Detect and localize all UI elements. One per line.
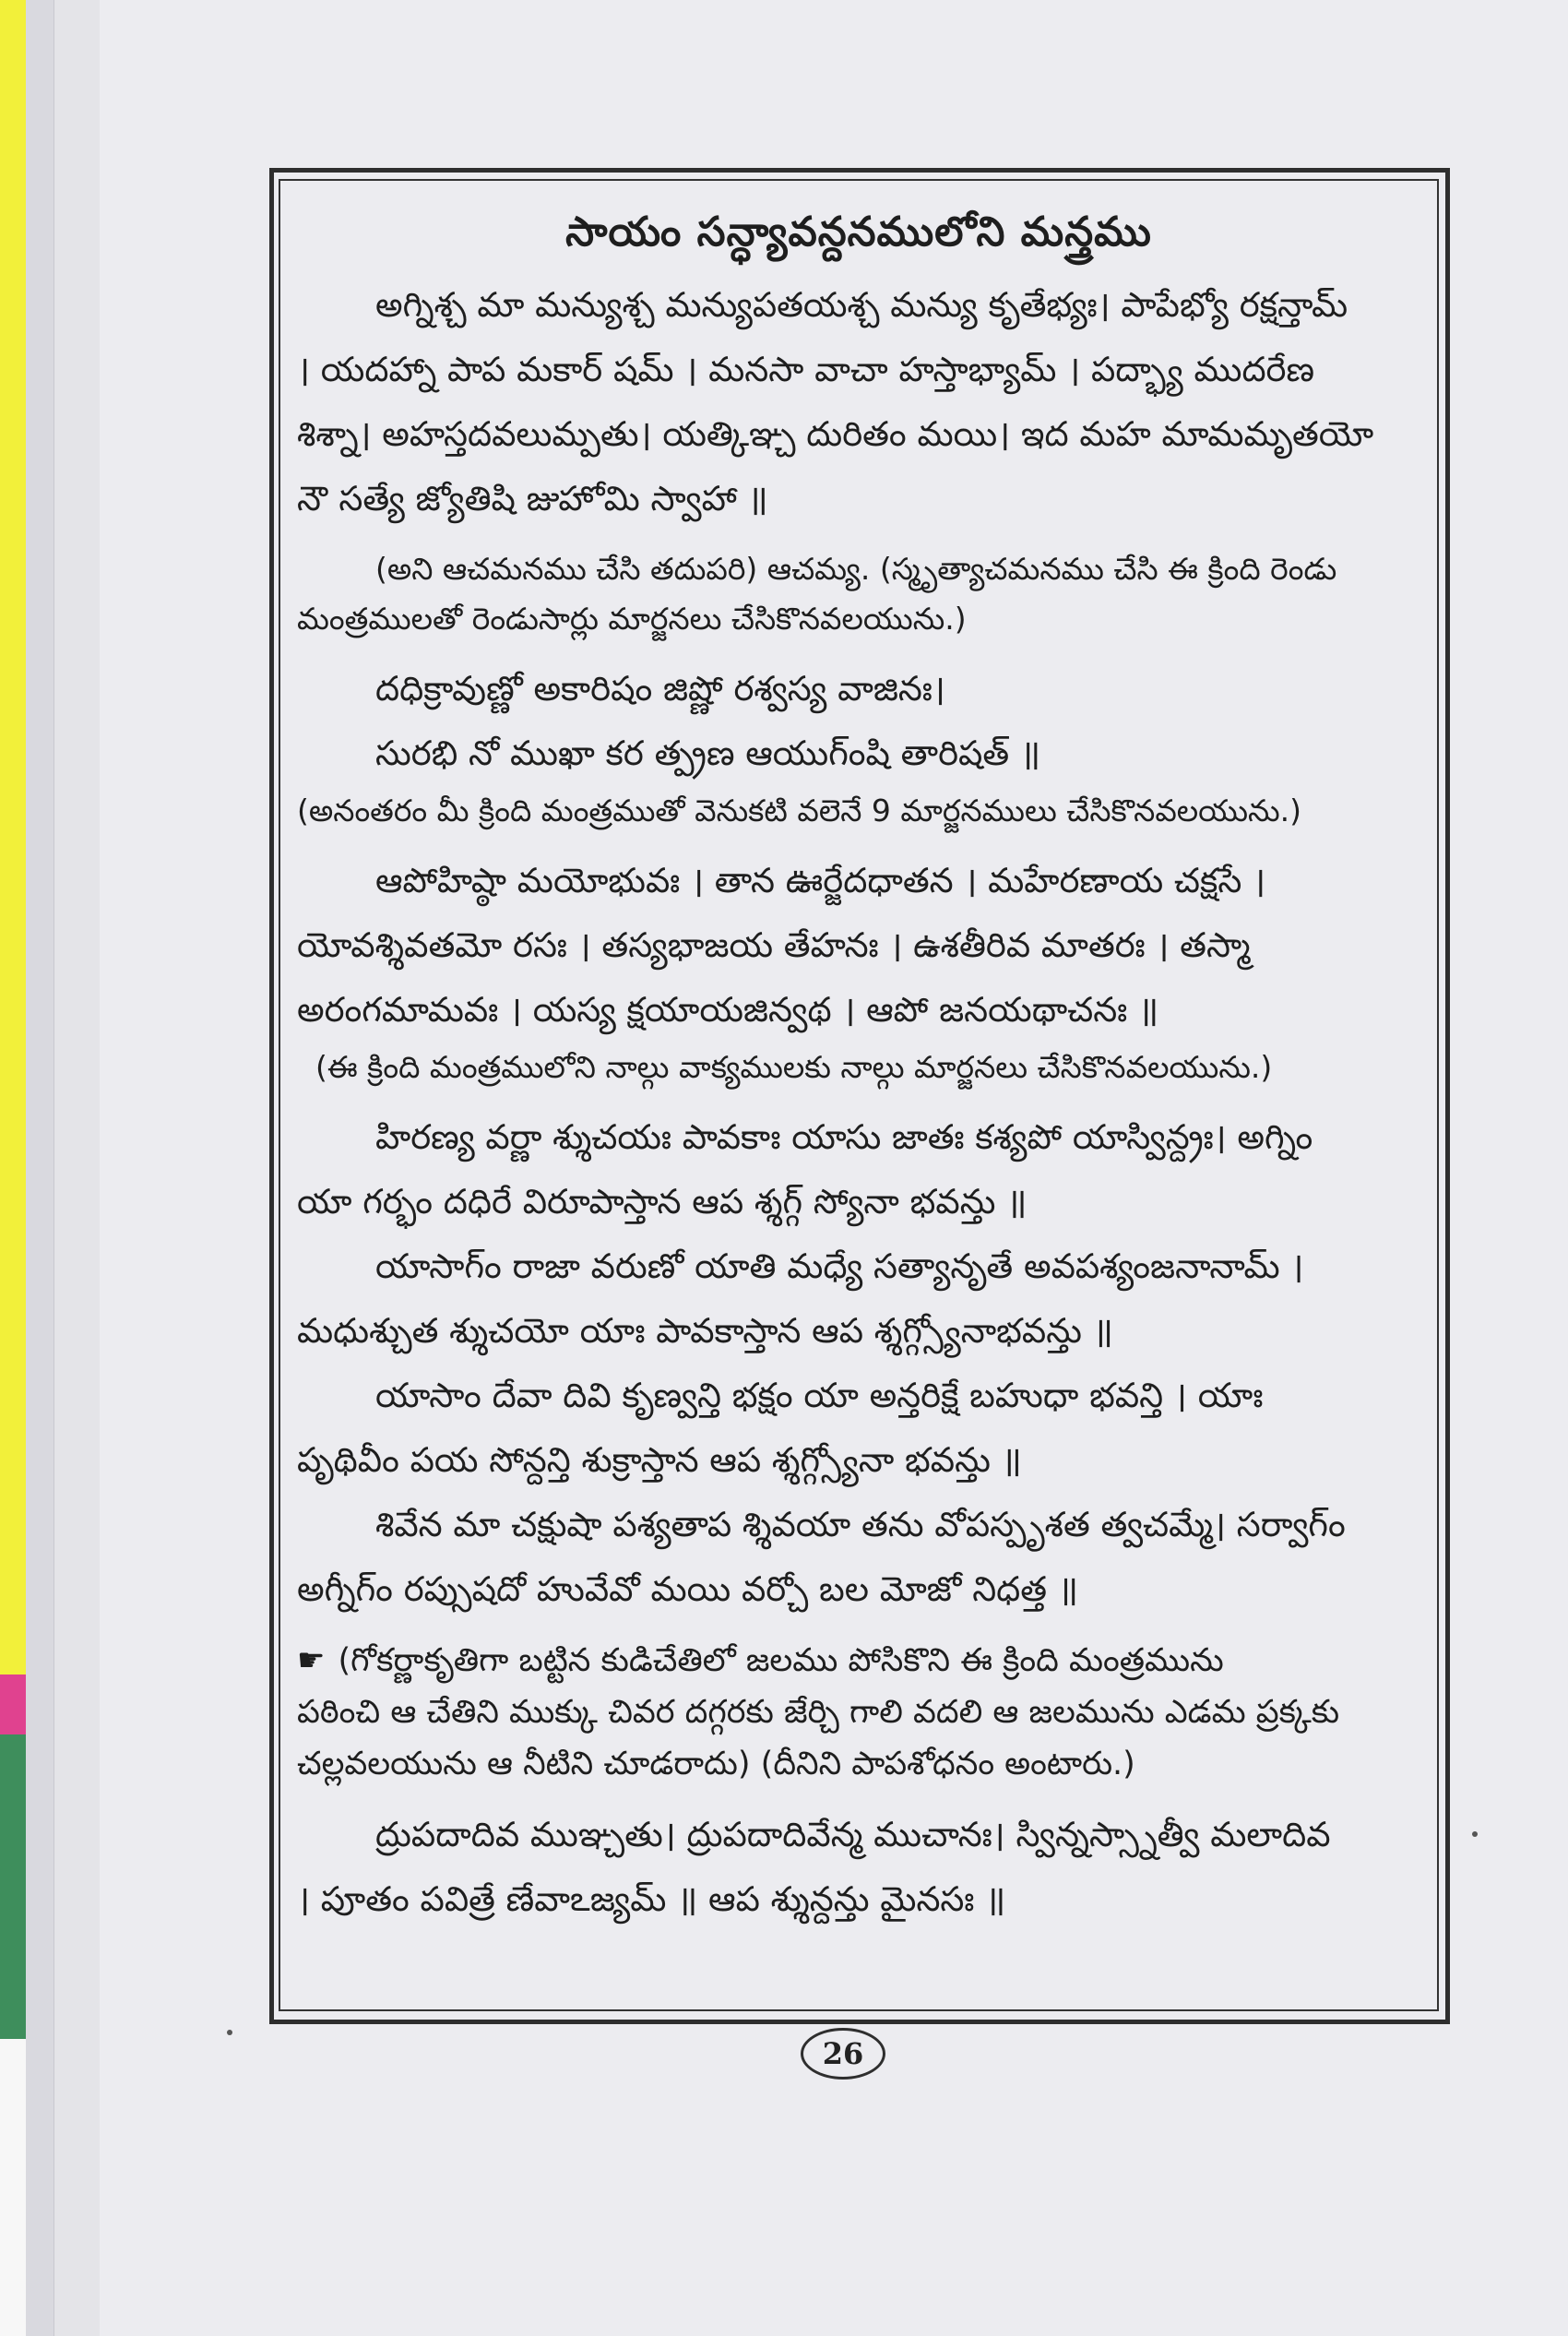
mantra-line: యాసాం దేవా దివి కృణ్వన్తి భక్షం యా అన్తరిక్షే బహుధా భవన్తి । యాః [375, 1376, 1264, 1415]
mantra-block-4 [297, 1105, 1420, 1234]
instruction-note-1 [297, 544, 1420, 644]
note-line: (గోకర్ణాకృతిగా బట్టిన కుడిచేతిలో జలము పోసికొని ఈ క్రింది మంత్రమును [338, 1642, 1224, 1679]
note-line: పఠించి ఆ చేతిని ముక్కు చివర దగ్గరకు జేర్చి గాలి వదలి ఆ జలమును ఎడమ ప్రక్కకు [297, 1694, 1340, 1731]
mantra-line: । యదహ్నా పాప మకార్ షమ్ । మనసా వాచా హస్తాభ్యామ్ । పద్భ్యా ముదరేణ [297, 350, 1315, 389]
mantra-line: యా గర్భం దధిరే విరూపాస్తాన ఆప శ్శగ్గ్ స్యోనా భవన్తు ॥ [297, 1182, 1028, 1222]
pointing-hand-icon: ☛ [297, 1642, 326, 1679]
mantra-line: హిరణ్య వర్ణా శ్శుచయః పావకాః యాసు జాతః కశ్యపో యాస్విన్ద్రః। అగ్నిం [375, 1117, 1313, 1157]
mantra-line: పృథివీం పయ సోన్దన్తి శుక్రాస్తాన ఆప శ్శగ్గ్స్యోనా భవన్తు ॥ [297, 1440, 1022, 1480]
note-line: (ఈ క్రింది మంత్రములోని నాల్గు వాక్యములకు నాల్గు మార్జనలు చేసికొనవలయును.) [315, 1049, 1273, 1085]
instruction-note-4 [297, 1635, 1420, 1790]
mantra-line: శిశ్నా। అహస్తదవలుమ్పతు। యత్కిఞ్చ దురితం మయి। ఇద మహ మామమృతయో [297, 414, 1374, 454]
mantra-line: దధిక్రావుణ్ణో అకారిషం జిష్ణో రశ్వస్య వాజినః। [375, 669, 945, 709]
mantra-block-3 [297, 849, 1420, 1043]
mantra-line: యోవశ్శివతమో రసః । తస్యభాజయ తేహనః । ఉశతీరివ మాతరః । తస్మా [297, 925, 1251, 965]
mantra-block-6 [297, 1364, 1420, 1493]
instruction-note-2 [297, 786, 1420, 836]
speck [1472, 1831, 1478, 1837]
mantra-block-5 [297, 1234, 1420, 1364]
mantra-line: మధుశ్చుత శ్శుచయో యాః పావకాస్తాన ఆప శ్శగ్గ్స్యోనాభవన్తు ॥ [297, 1311, 1113, 1351]
mantra-line: ద్రుపదాదివ ముఞ్చతు। ద్రుపదాదివేన్మ ముచానః। స్విన్నస్స్నాత్వీ మలాదివ [375, 1815, 1331, 1854]
mantra-line: । పూతం పవిత్రే ణేవాఽజ్యమ్ ॥ ఆప శ్శున్దన్తు మైనసః ॥ [297, 1879, 1006, 1919]
note-line: (అనంతరం మీ క్రింది మంత్రముతో వెనుకటి వలెనే 9 మార్జనములు చేసికొనవలయును.) [297, 793, 1301, 828]
page-edge-green [0, 1734, 26, 2039]
mantra-block-1 [297, 273, 1420, 531]
mantra-line: సురభి నో ముఖా కర త్ప్రణ ఆయుగ్ంషి తారిషత్ ॥ [375, 733, 1041, 773]
mantra-line: ఆపోహిష్ఠా మయోభువః । తాన ఊర్జేదధాతన । మహేరణాయ చక్షసే । [375, 861, 1266, 900]
page-stack-shadow [26, 0, 53, 2336]
note-line: (అని ఆచమనము చేసి తదుపరి) ఆచమ్య. (స్మృత్యాచమనము చేసి ఈ క్రింది రెండు [375, 551, 1337, 587]
page-number: 26 [801, 2028, 885, 2080]
page-edge-magenta [0, 1675, 26, 1734]
mantra-line: నౌ సత్యే జ్యోతిషి జుహోమి స్వాహా ॥ [297, 479, 768, 518]
instruction-note-3 [297, 1043, 1420, 1092]
text-frame [279, 179, 1439, 2011]
mantra-block-8 [297, 1803, 1420, 1932]
page-title: సాయం సన్ధ్యావన్దనములోని మన్త్రము [565, 209, 1152, 256]
mantra-line: అరంగమామవః । యస్య క్షయాయజిన్వథ । ఆపో జనయథాచనః ॥ [297, 990, 1159, 1030]
mantra-block-2 [297, 657, 1420, 786]
note-line: చల్లవలయును ఆ నీటిని చూడరాదు) (దీనిని పాపశోధనం అంటారు.) [297, 1746, 1135, 1782]
mantra-line: అగ్నీగ్ం రప్సుషదో హువేవో మయి వర్చో బల మోజో నిధత్త ॥ [297, 1569, 1079, 1609]
page-stack-edge [53, 0, 101, 2336]
note-line: మంత్రములతో రెండుసార్లు మార్జనలు చేసికొనవలయును.) [297, 601, 967, 637]
page-edge-yellow [0, 0, 26, 1675]
mantra-line: యాసాగ్ం రాజా వరుణో యాతి మధ్యే సత్యానృతే అవపశ్యంజనానామ్ । [375, 1246, 1304, 1286]
mantra-block-7 [297, 1493, 1420, 1622]
page-edge-white [0, 2039, 26, 2336]
mantra-line: అగ్నిశ్చ మా మన్యుశ్చ మన్యుపతయశ్చ మన్యు కృతేభ్యః। పాపేభ్యో రక్షన్తామ్ [375, 285, 1348, 325]
mantra-line: శివేన మా చక్షుషా పశ్యతాప శ్శివయా తను వోపస్పృశత త్వచమ్మే। సర్వాగ్ం [375, 1505, 1346, 1544]
speck [227, 2030, 232, 2035]
